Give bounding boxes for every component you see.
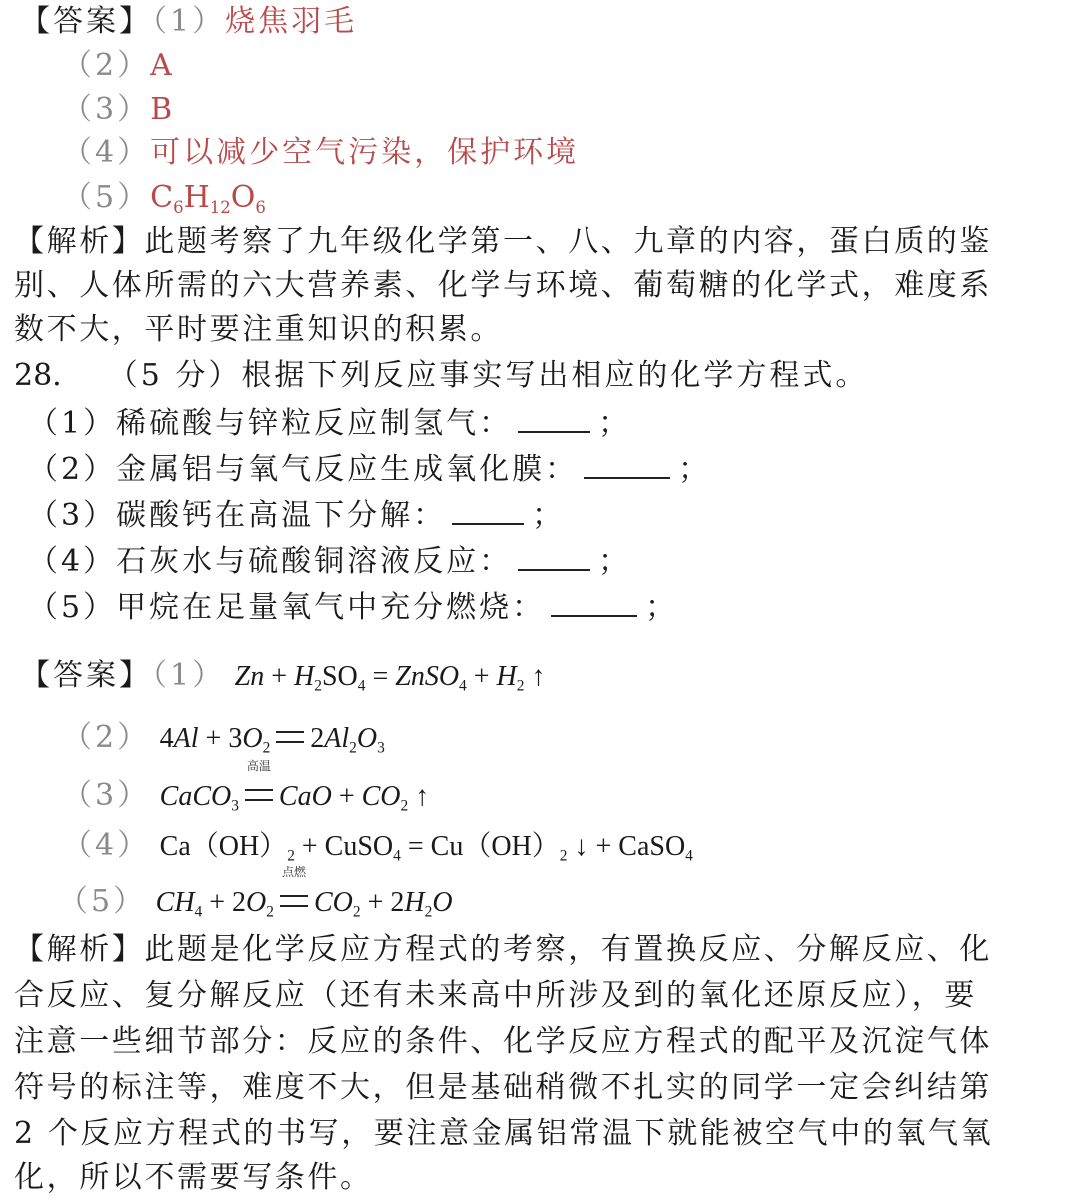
equation-calcium-carbonate: CaCO$_3$ 高温 CaO + $CO_2$ ↑: [159, 759, 430, 815]
q28-answer-line-4: （4） $Ca(OH)_2$ + CuSO$_4$ = $Cu(OH)_2$ ↓ + CaSO$_4$: [62, 828, 693, 865]
q28-analysis-line: 化，所以不需要写条件。: [14, 1160, 373, 1195]
q28-stem: [14, 356, 868, 396]
answer-blank: [551, 589, 637, 617]
equation-zinc-sulfuric-acid: $Zn + H_2SO_4$ = ZnSO$_4$ + $H_2$ ↑: [234, 661, 546, 695]
q27-answer-label: 【答案】: [20, 4, 152, 39]
q28-item-1: （1）稀硫酸与锌粒反应制氢气： ；: [28, 406, 632, 441]
answer-blank: [452, 497, 524, 525]
q28-item-3: （3）碳酸钙在高温下分解： ；: [28, 498, 566, 533]
q27-answer-line-2: [62, 46, 172, 86]
answer-blank: [584, 451, 670, 479]
q27-answer-text: 烧焦羽毛: [225, 4, 358, 39]
q28-analysis-line: 【解析】此题是化学反应方程式的考察，有置换反应、分解反应、化: [14, 932, 992, 967]
q28-answer-line-3: （3） CaCO$_3$ 高温 CaO + $CO_2$ ↑: [62, 759, 430, 815]
q27-answer-num: （3）: [62, 92, 151, 127]
q28-stem-text: （5 分）根据下列反应事实写出相应的化学方程式。: [107, 358, 869, 393]
equation-methane-combustion: $CH_4 + 2O_2$ 点燃 $CO_2 + 2H_2O$: [155, 865, 453, 921]
q28-analysis-line: 注意一些细节部分：反应的条件、化学反应方程式的配平及沉淀气体: [14, 1024, 992, 1059]
q27-answer-text: B: [150, 92, 173, 127]
q28-answer-line-1: 【答案】（1） $Zn + H_2SO_4$ = ZnSO$_4$ + $H_2$ ↑: [20, 658, 546, 695]
q27-answer-num: （5）: [62, 180, 151, 215]
q27-analysis-line: 别、人体所需的六大营养素、化学与环境、葡萄糖的化学式，难度系: [14, 268, 992, 303]
q27-answer-line-1: [20, 2, 357, 42]
q27-answer-text: A: [150, 48, 172, 83]
q28-number: 28.: [14, 358, 62, 393]
q27-answer-num: （4）: [62, 135, 151, 170]
q27-answer-text: 可以减少空气污染，保护环境: [150, 135, 580, 170]
q28-item-4: （4）石灰水与硫酸铜溶液反应： ；: [28, 544, 632, 579]
q28-analysis-line: 2 个反应方程式的书写，要注意金属铝常温下就能被空气中的氧气氧: [14, 1116, 994, 1151]
q27-answer-line-5: [62, 178, 266, 218]
q28-item-5: （5）甲烷在足量氧气中充分燃烧： ；: [28, 590, 679, 625]
q27-answer-line-4: [62, 133, 579, 173]
q27-analysis-line: 【解析】此题考察了九年级化学第一、八、九章的内容，蛋白质的鉴: [14, 224, 992, 259]
q28-analysis-line: 符号的标注等，难度不大，但是基础稍微不扎实的同学一定会纠结第: [14, 1070, 992, 1105]
answer-blank: [518, 405, 590, 433]
q27-analysis-line: 数不大，平时要注重知识的积累。: [14, 312, 503, 347]
equation-aluminum-oxygen: $4Al + 3O_2$ $2Al_2O_3$: [159, 723, 385, 757]
q27-answer-line-3: [62, 90, 172, 130]
answer-blank: [518, 543, 590, 571]
q28-item-2: （2）金属铝与氧气反应生成氧化膜： ；: [28, 452, 712, 487]
q28-answer-line-2: （2） $4Al + 3O_2$ $2Al_2O_3$: [62, 720, 385, 757]
glucose-formula: $C_6H_{12}O_6$: [150, 180, 266, 217]
q28-answer-line-5: （5） $CH_4 + 2O_2$ 点燃 $CO_2 + 2H_2O$: [58, 865, 453, 921]
equation-limewater-copper-sulfate: $Ca(OH)_2$ + CuSO$_4$ = $Cu(OH)_2$ ↓ + CaSO$_4$: [159, 831, 693, 865]
q27-answer-num: （2）: [62, 48, 151, 83]
q28-analysis-line: 合反应、复分解反应（还有未来高中所涉及到的氧化还原反应），要: [14, 978, 977, 1013]
q28-answer-label: 【答案】: [20, 658, 152, 693]
q27-answer-num: （1）: [152, 4, 226, 39]
